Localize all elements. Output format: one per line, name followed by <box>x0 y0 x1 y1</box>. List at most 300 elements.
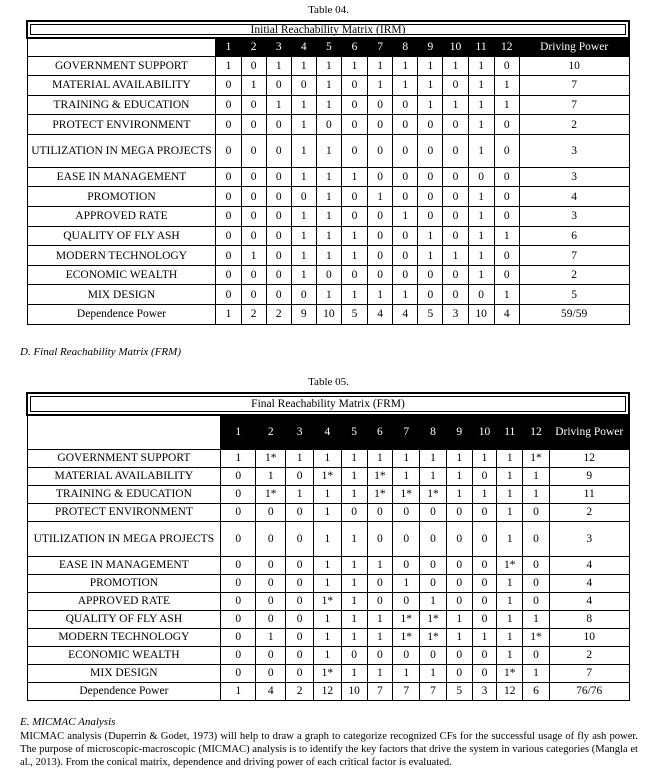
driving-power-cell: 6 <box>519 226 629 246</box>
matrix-cell: 0 <box>472 574 497 592</box>
table-row <box>27 467 629 485</box>
header-blank-cell <box>27 38 216 56</box>
driving-power-cell: 4 <box>549 574 629 592</box>
matrix-cell: 0 <box>216 285 241 305</box>
table-row <box>27 76 629 96</box>
matrix-cell: 1 <box>341 592 367 610</box>
matrix-cell: 0 <box>266 226 291 246</box>
matrix-cell: 0 <box>472 503 497 521</box>
matrix-cell: 1 <box>368 187 393 207</box>
driving-power-cell: 3 <box>519 167 629 187</box>
matrix-cell: 0 <box>418 285 443 305</box>
table-title: Final Reachability Matrix (FRM) <box>27 393 629 415</box>
matrix-cell: 1 <box>446 467 472 485</box>
matrix-cell: 1 <box>468 76 494 96</box>
matrix-cell: 0 <box>523 646 550 664</box>
matrix-cell: 1 <box>468 134 494 167</box>
matrix-cell: 1 <box>472 628 497 646</box>
row-label: QUALITY OF FLY ASH <box>27 610 221 628</box>
matrix-cell: 0 <box>446 664 472 682</box>
table-row <box>27 628 629 646</box>
matrix-cell: 0 <box>367 646 393 664</box>
column-header: 3 <box>286 415 314 449</box>
matrix-cell: 0 <box>446 521 472 556</box>
matrix-cell: 1 <box>316 226 341 246</box>
matrix-cell: 5 <box>341 305 367 325</box>
matrix-cell: 1 <box>316 95 341 115</box>
row-label: APPROVED RATE <box>27 207 216 227</box>
matrix-cell: 0 <box>221 556 256 574</box>
matrix-cell: 0 <box>221 664 256 682</box>
matrix-cell: 0 <box>393 95 418 115</box>
matrix-cell: 0 <box>341 95 367 115</box>
matrix-cell: 10 <box>341 682 367 700</box>
matrix-cell: 0 <box>286 521 314 556</box>
matrix-cell: 0 <box>241 187 266 207</box>
matrix-cell: 1 <box>472 449 497 467</box>
matrix-cell: 0 <box>241 167 266 187</box>
matrix-cell: 1 <box>341 664 367 682</box>
table-row <box>27 134 629 167</box>
matrix-cell: 1 <box>313 503 341 521</box>
matrix-cell: 0 <box>393 167 418 187</box>
matrix-cell: 0 <box>221 646 256 664</box>
matrix-cell: 0 <box>494 265 519 285</box>
matrix-cell: 0 <box>341 207 367 227</box>
matrix-cell: 1 <box>497 467 523 485</box>
matrix-cell: 1 <box>497 610 523 628</box>
matrix-cell: 1 <box>367 449 393 467</box>
matrix-cell: 0 <box>472 467 497 485</box>
matrix-cell: 1* <box>420 485 447 503</box>
matrix-cell: 5 <box>446 682 472 700</box>
matrix-cell: 0 <box>472 664 497 682</box>
row-label: UTILIZATION IN MEGA PROJECTS <box>27 134 216 167</box>
matrix-cell: 1 <box>341 246 367 266</box>
matrix-cell: 1 <box>313 610 341 628</box>
table-row <box>27 187 629 207</box>
matrix-cell: 6 <box>523 682 550 700</box>
matrix-cell: 1 <box>468 95 494 115</box>
matrix-cell: 1 <box>393 56 418 76</box>
matrix-cell: 5 <box>418 305 443 325</box>
matrix-cell: 0 <box>367 592 393 610</box>
matrix-cell: 0 <box>216 134 241 167</box>
matrix-cell: 0 <box>393 115 418 135</box>
driving-power-cell: 7 <box>549 664 629 682</box>
row-label: PROTECT ENVIRONMENT <box>27 503 221 521</box>
matrix-cell: 0 <box>494 246 519 266</box>
matrix-cell: 0 <box>216 115 241 135</box>
table-row <box>27 503 629 521</box>
matrix-cell: 0 <box>216 265 241 285</box>
table-title: Initial Reachability Matrix (IRM) <box>27 21 629 38</box>
table-row <box>27 485 629 503</box>
matrix-cell: 1 <box>523 467 550 485</box>
matrix-cell: 0 <box>368 226 393 246</box>
column-header: 9 <box>446 415 472 449</box>
matrix-cell: 1 <box>418 246 443 266</box>
matrix-cell: 0 <box>446 574 472 592</box>
matrix-cell: 0 <box>443 115 468 135</box>
column-header: 7 <box>368 38 393 56</box>
matrix-cell: 1 <box>446 628 472 646</box>
matrix-cell: 3 <box>443 305 468 325</box>
matrix-cell: 0 <box>523 556 550 574</box>
matrix-cell: 0 <box>468 167 494 187</box>
column-header: 6 <box>367 415 393 449</box>
matrix-cell: 0 <box>418 167 443 187</box>
matrix-cell: 1 <box>418 56 443 76</box>
column-header: 8 <box>420 415 447 449</box>
matrix-cell: 1 <box>494 76 519 96</box>
matrix-cell: 0 <box>393 521 420 556</box>
matrix-cell: 0 <box>216 246 241 266</box>
row-label: MODERN TECHNOLOGY <box>27 628 221 646</box>
matrix-cell: 1* <box>313 592 341 610</box>
matrix-cell: 0 <box>472 610 497 628</box>
driving-power-cell: 4 <box>549 592 629 610</box>
matrix-cell: 0 <box>286 503 314 521</box>
matrix-cell: 1 <box>341 485 367 503</box>
matrix-cell: 0 <box>256 646 286 664</box>
matrix-cell: 1 <box>316 187 341 207</box>
matrix-cell: 1 <box>497 628 523 646</box>
matrix-cell: 1 <box>494 226 519 246</box>
matrix-cell: 1 <box>367 628 393 646</box>
matrix-cell: 1 <box>286 449 314 467</box>
matrix-cell: 1* <box>420 610 447 628</box>
matrix-cell: 1 <box>418 76 443 96</box>
matrix-cell: 1 <box>393 664 420 682</box>
table-row <box>27 646 629 664</box>
driving-power-cell: 12 <box>549 449 629 467</box>
matrix-cell: 1* <box>313 467 341 485</box>
matrix-cell: 0 <box>241 134 266 167</box>
matrix-cell: 0 <box>286 646 314 664</box>
matrix-cell: 0 <box>221 521 256 556</box>
matrix-cell: 1 <box>313 556 341 574</box>
table-row <box>27 285 629 305</box>
matrix-cell: 0 <box>523 521 550 556</box>
matrix-cell: 1 <box>291 265 316 285</box>
matrix-cell: 0 <box>216 226 241 246</box>
table-row <box>27 305 629 325</box>
matrix-cell: 0 <box>420 574 447 592</box>
matrix-cell: 1 <box>221 449 256 467</box>
column-header: 3 <box>266 38 291 56</box>
row-label: ECONOMIC WEALTH <box>27 646 221 664</box>
matrix-cell: 1 <box>420 449 447 467</box>
matrix-cell: 0 <box>216 76 241 96</box>
matrix-cell: 0 <box>286 574 314 592</box>
column-header: 4 <box>313 415 341 449</box>
matrix-cell: 1 <box>291 226 316 246</box>
column-header: 2 <box>256 415 286 449</box>
matrix-cell: 1 <box>291 167 316 187</box>
matrix-cell: 0 <box>221 467 256 485</box>
table-05-caption: Table 05. <box>308 376 349 388</box>
matrix-cell: 0 <box>286 664 314 682</box>
matrix-cell: 0 <box>494 115 519 135</box>
matrix-cell: 1* <box>523 449 550 467</box>
matrix-cell: 0 <box>286 592 314 610</box>
row-label: PROTECT ENVIRONMENT <box>27 115 216 135</box>
matrix-cell: 1 <box>241 246 266 266</box>
driving-power-cell: 7 <box>519 246 629 266</box>
matrix-cell: 1 <box>472 485 497 503</box>
matrix-cell: 1 <box>367 556 393 574</box>
table-row <box>27 556 629 574</box>
matrix-cell: 0 <box>393 592 420 610</box>
matrix-cell: 1 <box>443 56 468 76</box>
matrix-cell: 0 <box>443 134 468 167</box>
matrix-cell: 1 <box>341 167 367 187</box>
matrix-cell: 1* <box>256 485 286 503</box>
matrix-cell: 0 <box>443 76 468 96</box>
matrix-cell: 1 <box>393 467 420 485</box>
matrix-cell: 0 <box>446 556 472 574</box>
matrix-cell: 1 <box>468 115 494 135</box>
matrix-cell: 1 <box>497 449 523 467</box>
matrix-cell: 0 <box>256 610 286 628</box>
matrix-cell: 4 <box>494 305 519 325</box>
row-label: GOVERNMENT SUPPORT <box>27 449 221 467</box>
matrix-cell: 1 <box>316 246 341 266</box>
matrix-cell: 1 <box>393 207 418 227</box>
driving-power-cell: 10 <box>549 628 629 646</box>
matrix-cell: 0 <box>472 592 497 610</box>
matrix-cell: 0 <box>256 664 286 682</box>
column-header: 11 <box>497 415 523 449</box>
matrix-cell: 0 <box>256 574 286 592</box>
row-label: PROMOTION <box>27 187 216 207</box>
matrix-cell: 0 <box>316 265 341 285</box>
matrix-cell: 0 <box>256 556 286 574</box>
matrix-cell: 0 <box>286 556 314 574</box>
matrix-cell: 1 <box>468 246 494 266</box>
matrix-cell: 0 <box>266 246 291 266</box>
matrix-cell: 1 <box>266 95 291 115</box>
matrix-cell: 0 <box>446 646 472 664</box>
row-label: ECONOMIC WEALTH <box>27 265 216 285</box>
table-row <box>27 207 629 227</box>
column-header: 8 <box>393 38 418 56</box>
matrix-cell: 1 <box>368 285 393 305</box>
matrix-cell: 0 <box>241 56 266 76</box>
table-row <box>27 521 629 556</box>
matrix-cell: 0 <box>221 610 256 628</box>
matrix-cell: 1 <box>221 682 256 700</box>
matrix-cell: 0 <box>266 265 291 285</box>
column-header: 1 <box>216 38 241 56</box>
matrix-cell: 1* <box>313 664 341 682</box>
matrix-cell: 1 <box>523 610 550 628</box>
matrix-cell: 0 <box>393 265 418 285</box>
matrix-cell: 1 <box>393 449 420 467</box>
matrix-cell: 0 <box>256 592 286 610</box>
matrix-cell: 1 <box>341 628 367 646</box>
matrix-cell: 0 <box>494 207 519 227</box>
matrix-cell: 9 <box>291 305 316 325</box>
column-header: 10 <box>472 415 497 449</box>
matrix-cell: 0 <box>291 187 316 207</box>
driving-power-cell: 2 <box>549 646 629 664</box>
matrix-cell: 0 <box>221 503 256 521</box>
table-row <box>27 449 629 467</box>
matrix-cell: 1 <box>468 187 494 207</box>
matrix-cell: 1 <box>341 467 367 485</box>
driving-power-cell: 4 <box>549 556 629 574</box>
matrix-cell: 0 <box>446 592 472 610</box>
matrix-cell: 0 <box>341 76 367 96</box>
matrix-cell: 1 <box>266 56 291 76</box>
matrix-cell: 1 <box>256 628 286 646</box>
matrix-cell: 0 <box>446 503 472 521</box>
matrix-cell: 7 <box>367 682 393 700</box>
matrix-cell: 0 <box>266 167 291 187</box>
matrix-cell: 1 <box>418 226 443 246</box>
driving-power-cell: 3 <box>549 521 629 556</box>
matrix-cell: 1 <box>497 521 523 556</box>
driving-power-cell: 11 <box>549 485 629 503</box>
matrix-cell: 1 <box>316 285 341 305</box>
section-e-paragraph: MICMAC analysis (Duperrin & Godet, 1973) will help to draw a graph to categorize recognized CFs for the successful usage of fly ash power. The purpose of microscopic-macroscopic (MICMAC) analysis is to identify the key factors that drive the system in various categories (Mangla et al., 2013). From the conical matrix, dependence and driving power of each critical factor is evaluated. <box>20 731 638 768</box>
driving-power-cell: 9 <box>549 467 629 485</box>
matrix-cell: 0 <box>368 265 393 285</box>
row-label: MATERIAL AVAILABILITY <box>27 467 221 485</box>
row-label: TRAINING & EDUCATION <box>27 95 216 115</box>
matrix-cell: 1 <box>216 305 241 325</box>
matrix-cell: 1 <box>216 56 241 76</box>
matrix-cell: 0 <box>443 226 468 246</box>
matrix-cell: 3 <box>472 682 497 700</box>
matrix-cell: 0 <box>367 521 393 556</box>
matrix-cell: 0 <box>266 76 291 96</box>
driving-power-cell: 10 <box>519 56 629 76</box>
matrix-cell: 0 <box>393 134 418 167</box>
row-label: PROMOTION <box>27 574 221 592</box>
matrix-cell: 0 <box>523 574 550 592</box>
matrix-cell: 0 <box>256 503 286 521</box>
table-row <box>27 167 629 187</box>
matrix-cell: 0 <box>393 187 418 207</box>
matrix-cell: 1 <box>313 449 341 467</box>
driving-power-cell: 4 <box>519 187 629 207</box>
matrix-cell: 0 <box>367 503 393 521</box>
column-header: Driving Power <box>549 415 629 449</box>
driving-power-cell: 3 <box>519 134 629 167</box>
matrix-cell: 7 <box>393 682 420 700</box>
row-label: MIX DESIGN <box>27 664 221 682</box>
matrix-cell: 0 <box>472 646 497 664</box>
table-row <box>27 56 629 76</box>
matrix-cell: 1 <box>368 76 393 96</box>
column-header: 12 <box>494 38 519 56</box>
matrix-cell: 1 <box>341 610 367 628</box>
table-04-caption: Table 04. <box>308 4 349 16</box>
driving-power-cell: 76/76 <box>549 682 629 700</box>
matrix-cell: 1* <box>393 628 420 646</box>
row-label: EASE IN MANAGEMENT <box>27 556 221 574</box>
matrix-cell: 0 <box>393 646 420 664</box>
matrix-cell: 0 <box>368 246 393 266</box>
matrix-cell: 1* <box>256 449 286 467</box>
row-label: UTILIZATION IN MEGA PROJECTS <box>27 521 221 556</box>
column-header: 1 <box>221 415 256 449</box>
matrix-cell: 1* <box>497 664 523 682</box>
matrix-cell: 2 <box>286 682 314 700</box>
matrix-cell: 1 <box>420 467 447 485</box>
matrix-cell: 1 <box>497 592 523 610</box>
matrix-cell: 0 <box>523 592 550 610</box>
row-label: EASE IN MANAGEMENT <box>27 167 216 187</box>
matrix-cell: 10 <box>468 305 494 325</box>
matrix-cell: 2 <box>241 305 266 325</box>
matrix-cell: 0 <box>443 187 468 207</box>
matrix-cell: 1 <box>468 56 494 76</box>
matrix-cell: 0 <box>216 95 241 115</box>
matrix-cell: 1 <box>418 95 443 115</box>
matrix-cell: 0 <box>221 592 256 610</box>
matrix-cell: 1* <box>393 610 420 628</box>
table-row <box>27 115 629 135</box>
matrix-cell: 0 <box>494 167 519 187</box>
matrix-cell: 0 <box>341 265 367 285</box>
column-header: Driving Power <box>519 38 629 56</box>
header-blank-cell <box>27 415 221 449</box>
matrix-cell: 0 <box>368 134 393 167</box>
row-label: MODERN TECHNOLOGY <box>27 246 216 266</box>
matrix-cell: 12 <box>497 682 523 700</box>
matrix-cell: 1* <box>497 556 523 574</box>
matrix-cell: 1* <box>523 628 550 646</box>
matrix-cell: 0 <box>443 167 468 187</box>
matrix-cell: 1 <box>316 56 341 76</box>
matrix-cell: 0 <box>420 521 447 556</box>
row-label: Dependence Power <box>27 682 221 700</box>
final-reachability-matrix <box>26 392 630 701</box>
matrix-cell: 0 <box>241 95 266 115</box>
matrix-cell: 1 <box>341 56 367 76</box>
row-label: MIX DESIGN <box>27 285 216 305</box>
matrix-cell: 1 <box>393 574 420 592</box>
matrix-cell: 1 <box>468 207 494 227</box>
matrix-cell: 0 <box>241 115 266 135</box>
column-header: 10 <box>443 38 468 56</box>
driving-power-cell: 3 <box>519 207 629 227</box>
matrix-cell: 1 <box>313 646 341 664</box>
matrix-cell: 0 <box>216 187 241 207</box>
matrix-cell: 7 <box>420 682 447 700</box>
driving-power-cell: 7 <box>519 76 629 96</box>
matrix-cell: 1 <box>286 485 314 503</box>
matrix-cell: 1 <box>497 646 523 664</box>
table-row <box>27 246 629 266</box>
driving-power-cell: 2 <box>519 115 629 135</box>
matrix-cell: 1 <box>497 485 523 503</box>
matrix-cell: 1 <box>494 285 519 305</box>
matrix-cell: 1 <box>291 207 316 227</box>
matrix-cell: 1 <box>523 664 550 682</box>
matrix-cell: 1 <box>446 449 472 467</box>
matrix-cell: 1 <box>446 485 472 503</box>
matrix-cell: 0 <box>341 187 367 207</box>
column-header: 5 <box>341 415 367 449</box>
matrix-cell: 0 <box>472 556 497 574</box>
matrix-cell: 1 <box>420 592 447 610</box>
matrix-cell: 0 <box>393 503 420 521</box>
